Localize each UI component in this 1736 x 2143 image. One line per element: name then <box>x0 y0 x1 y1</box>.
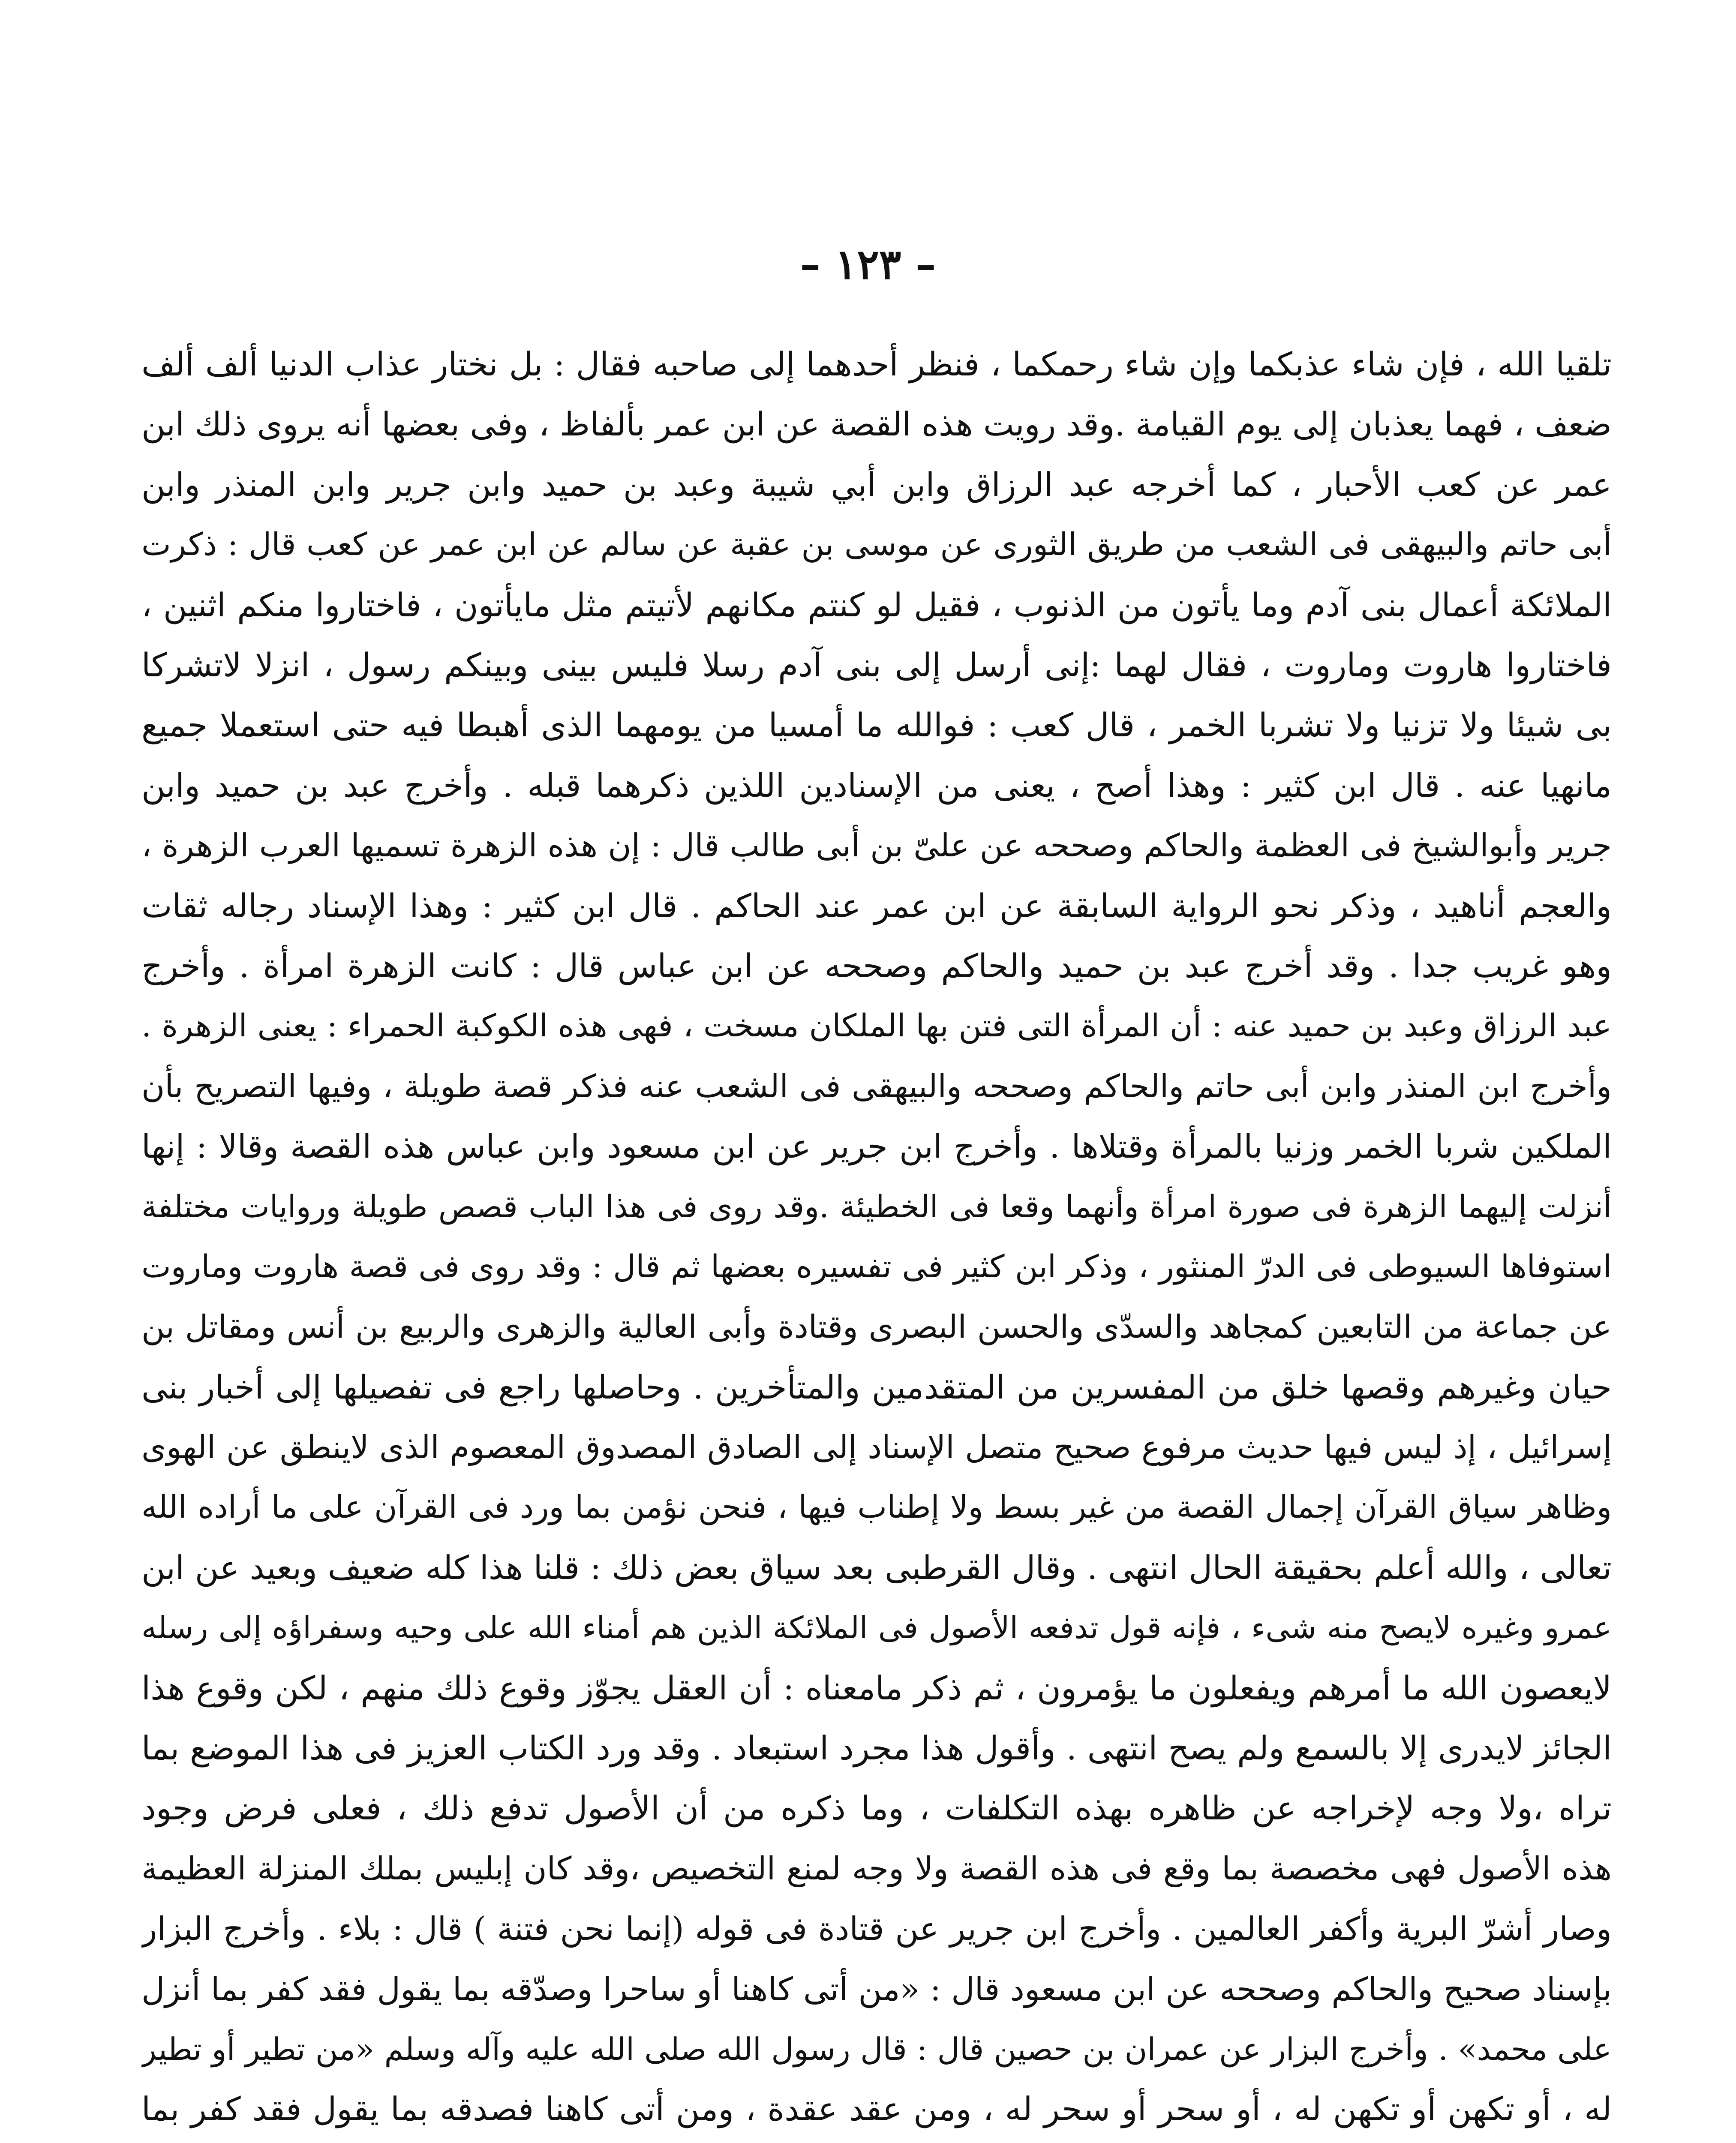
text-line: عمر عن كعب الأحبار ، كما أخرجه عبد الرزاق وابن أبي شيبة وعبد بن حميد وابن جرير وابن المنذر وابن <box>141 465 1612 504</box>
text-line: جرير وأبوالشيخ فى العظمة والحاكم وصححه عن علىّ بن أبى طالب قال : إن هذه الزهرة تسميها العرب الزهرة ، <box>141 827 1612 864</box>
page-number: – ١٢٣ – <box>800 240 936 288</box>
text-line: أنزلت إليهما الزهرة فى صورة امرأة وأنهما وقعا فى الخطيئة .وقد روى فى هذا الباب قصص طويلة وروايات مختلفة <box>141 1189 1612 1225</box>
text-line: وهو غريب جدا . وقد أخرج عبد بن حميد والحاكم وصححه عن ابن عباس قال : كانت الزهرة امرأة . وأخرج <box>141 946 1612 985</box>
text-line: عبد الرزاق وعبد بن حميد عنه : أن المرأة التى فتن بها الملكان مسخت ، فهى هذه الكوكبة الحمراء : يعنى الزهرة . <box>141 1008 1612 1044</box>
text-line: وصار أشرّ البرية وأكفر العالمين . وأخرج ابن جرير عن قتادة فى قوله (إنما نحن فتنة ) قال : بلاء . وأخرج البزار <box>141 1910 1612 1948</box>
text-line: أبى حاتم والبيهقى فى الشعب من طريق الثورى عن موسى بن عقبة عن سالم عن ابن عمر عن كعب قال : ذكرت <box>141 526 1612 563</box>
text-line <box>141 2140 1612 2143</box>
text-line: الملائكة أعمال بنى آدم وما يأتون من الذنوب ، فقيل لو كنتم مكانهم لأتيتم مثل مايأتون ، فاختاروا منكم اثنين ، <box>141 585 1612 624</box>
text-line: استوفاها السيوطى فى الدرّ المنثور ، وذكر ابن كثير فى تفسيره بعضها ثم قال : وقد روى فى قصة هاروت وماروت <box>141 1248 1612 1285</box>
text-line: والعجم أناهيد ، وذكر نحو الرواية السابقة عن ابن عمر عند الحاكم . قال ابن كثير : وهذا الإسناد رجاله ثقات <box>141 886 1612 925</box>
text-line: ضعف ، فهما يعذبان إلى يوم القيامة .وقد رويت هذه القصة عن ابن عمر بألفاظ ، وفى بعضها أنه يروى ذلك ابن <box>141 405 1612 444</box>
text-line: الملكين شربا الخمر وزنيا بالمرأة وقتلاها . وأخرج ابن جرير عن ابن مسعود وابن عباس هذه القصة وقالا : إنها <box>141 1127 1612 1166</box>
text-line: هذه الأصول فهى مخصصة بما وقع فى هذه القصة ولا وجه لمنع التخصيص ،وقد كان إبليس بملك المنزلة العظيمة <box>141 1850 1612 1887</box>
text-line: مانهيا عنه . قال ابن كثير : وهذا أصح ، يعنى من الإسنادين اللذين ذكرهما قبله . وأخرج عبد بن حميد وابن <box>141 766 1612 804</box>
text-line: لايعصون الله ما أمرهم ويفعلون ما يؤمرون ، ثم ذكر مامعناه : أن العقل يجوّز وقوع ذلك منهم ، لكن وقوع هذا <box>141 1669 1612 1707</box>
body-text <box>141 334 1612 2143</box>
text-line: فاختاروا هاروت وماروت ، فقال لهما :إنى أرسل إلى بنى آدم رسلا فليس بينى وبينكم رسول ، انزلا لاتشركا <box>141 645 1612 684</box>
text-line: الجائز لايدرى إلا بالسمع ولم يصح انتهى . وأقول هذا مجرد استبعاد . وقد ورد الكتاب العزيز فى هذا الموضع بما <box>141 1729 1612 1767</box>
text-line: وأخرج ابن المنذر وابن أبى حاتم والحاكم وصححه والبيهقى فى الشعب عنه فذكر قصة طويلة ، وفيها التصريح بأن <box>141 1068 1612 1105</box>
text-line: وظاهر سياق القرآن إجمال القصة من غير بسط ولا إطناب فيها ، فنحن نؤمن بما ورد فى القرآن على ما أراده الله <box>141 1489 1612 1526</box>
text-line: تعالى ، والله أعلم بحقيقة الحال انتهى . وقال القرطبى بعد سياق بعض ذلك : قلنا هذا كله ضعيف وبعيد عن ابن <box>141 1548 1612 1587</box>
text-line: تراه ،ولا وجه لإخراجه عن ظاهره بهذه التكلفات ، وما ذكره من أن الأصول تدفع ذلك ، فعلى فرض وجود <box>141 1789 1612 1828</box>
text-line: إسرائيل ، إذ ليس فيها حديث مرفوع صحيح متصل الإسناد إلى الصادق المصدوق المعصوم الذى لاينطق عن الهوى <box>141 1429 1612 1466</box>
text-line: حيان وغيرهم وقصها خلق من المفسرين من المتقدمين والمتأخرين . وحاصلها راجع فى تفصيلها إلى أخبار بنى <box>141 1368 1612 1406</box>
text-line: بى شيئا ولا تزنيا ولا تشربا الخمر ، قال كعب : فوالله ما أمسيا من يومهما الذى أهبطا فيه حتى استعملا جميع <box>141 706 1612 744</box>
text-line: عمرو وغيره لايصح منه شىء ، فإنه قول تدفعه الأصول فى الملائكة الذين هم أمناء الله على وحيه وسفراؤه إلى رسله <box>141 1610 1612 1646</box>
text-line: له ، أو تكهن أو تكهن له ، أو سحر أو سحر له ، ومن عقد عقدة ، ومن أتى كاهنا فصدقه بما يقول فقد كفر بما <box>141 2090 1612 2128</box>
text-line: عن جماعة من التابعين كمجاهد والسدّى والحسن البصرى وقتادة وأبى العالية والزهرى والربيع بن أنس ومقاتل بن <box>141 1309 1612 1346</box>
text-line: على محمد» . وأخرج البزار عن عمران بن حصين قال : قال رسول الله صلى الله عليه وآله وسلم «من تطير أو تطير <box>141 2031 1612 2067</box>
text-line: بإسناد صحيح والحاكم وصححه عن ابن مسعود قال : «من أتى كاهنا أو ساحرا وصدّقه بما يقول فقد كفر بما أنزل <box>141 1970 1612 2008</box>
text-line: تلقيا الله ، فإن شاء عذبكما وإن شاء رحمكما ، فنظر أحدهما إلى صاحبه فقال : بل نختار عذاب الدنيا ألف ألف <box>141 345 1612 383</box>
